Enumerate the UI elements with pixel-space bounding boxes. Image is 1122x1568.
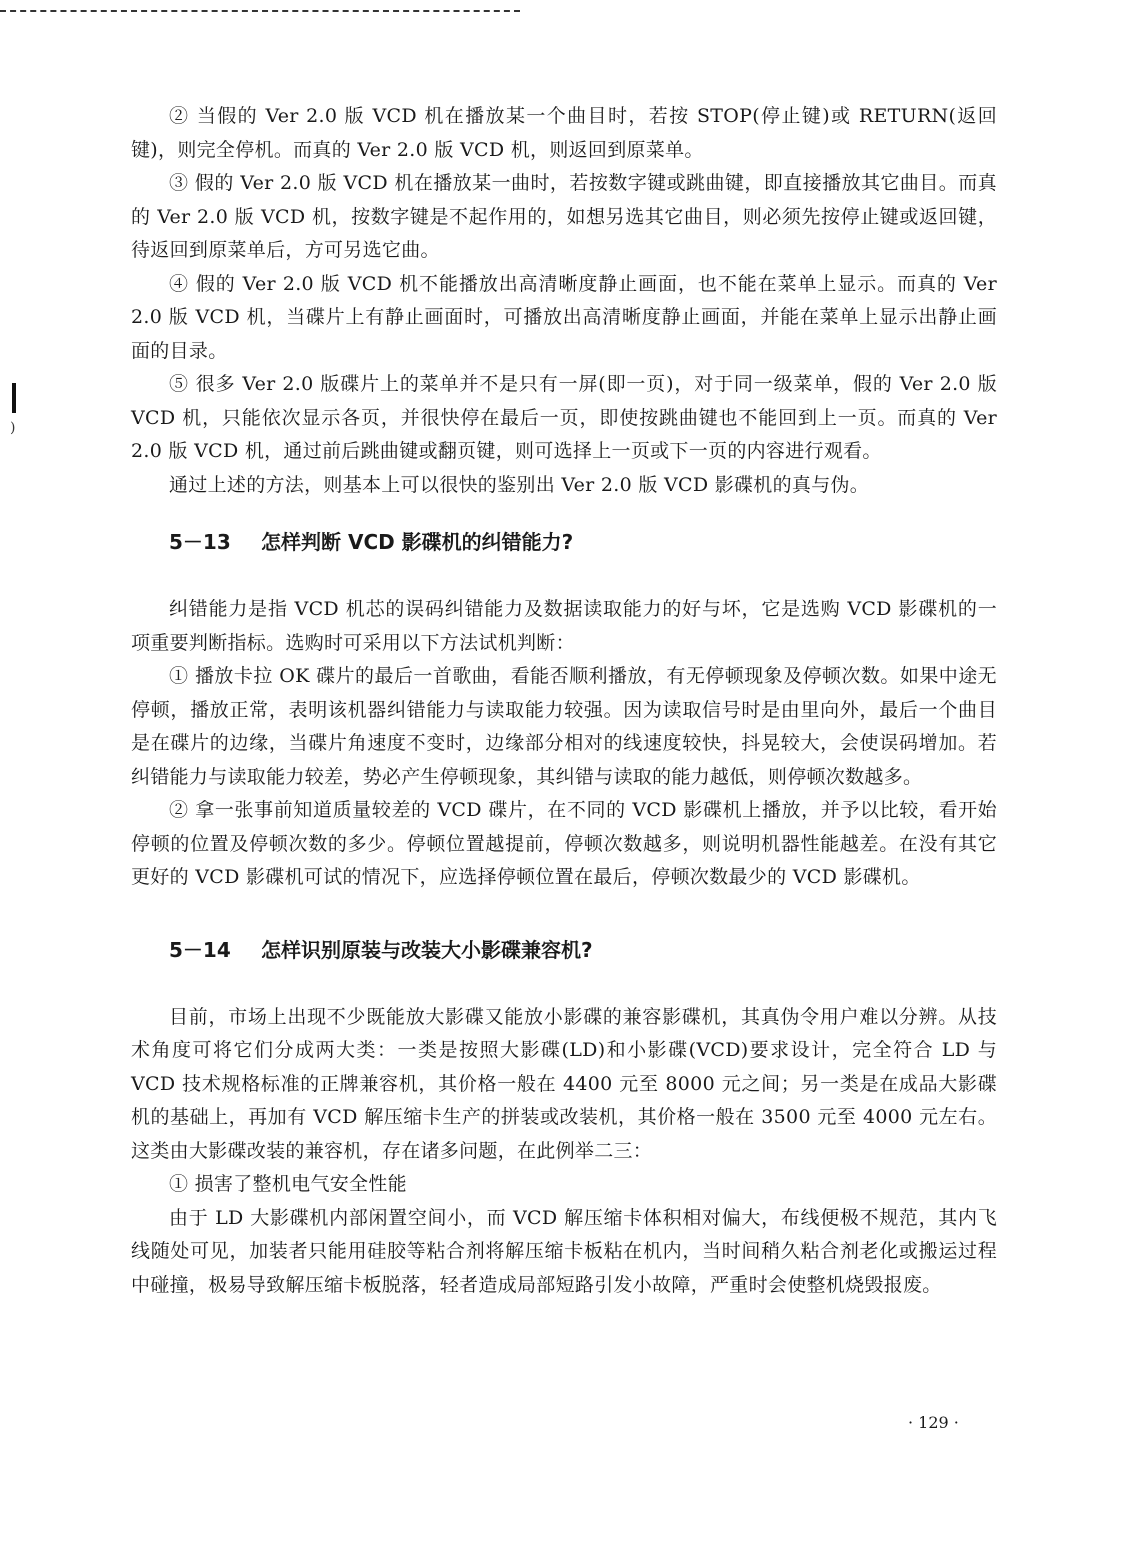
section-title: 怎样判断 VCD 影碟机的纠错能力? <box>261 530 574 554</box>
paragraph: 由于 LD 大影碟机内部闲置空间小，而 VCD 解压缩卡体积相对偏大，布线便极不规范，其内飞线随处可见，加装者只能用硅胶等粘合剂将解压缩卡板粘在机内，当时间稍久粘合剂老化或搬运过程中碰撞，极易导致解压缩卡板脱落，轻者造成局部短路引发小故障，严重时会使整机烧毁报废。 <box>131 1206 997 1296</box>
scan-margin-mark <box>12 383 16 413</box>
paragraph: ① 播放卡拉 OK 碟片的最后一首歌曲，看能否顺利播放，有无停顿现象及停顿次数。如果中途无停顿，播放正常，表明该机器纠错能力与读取能力较强。因为读取信号时是由里向外，最后一个曲目是在碟片的边缘，当碟片角速度不变时，边缘部分相对的线速度较快，抖晃较大，会使误码增加。若纠错能力与读取能力较差，势必产生停顿现象，其纠错与读取的能力越低，则停顿次数越多。 <box>131 665 997 788</box>
section-number: 5－14 <box>169 937 231 962</box>
paragraph: ② 拿一张事前知道质量较差的 VCD 碟片，在不同的 VCD 影碟机上播放，并予以比较，看开始停顿的位置及停顿次数的多少。停顿位置越提前，停顿次数越多，则说明机器性能越差。在没有其它更好的 VCD 影碟机可试的情况下，应选择停顿位置在最后，停顿次数最少的 VCD 影碟机。 <box>131 799 997 888</box>
page-number: · 129 · <box>908 1413 959 1432</box>
list-item-title: ① 损害了整机电气安全性能 <box>169 1173 407 1195</box>
page-body <box>131 100 997 1302</box>
scan-margin-glyph: ) <box>10 420 16 436</box>
paragraph: ⑤ 很多 Ver 2.0 版碟片上的菜单并不是只有一屏(即一页)，对于同一级菜单，假的 Ver 2.0 版 VCD 机，只能依次显示各页，并很快停在最后一页，即使按跳曲键也不能回到上一页。而真的 Ver 2.0 版 VCD 机，通过前后跳曲键或翻页键，则可选择上一页或下一页的内容进行观看。 <box>131 373 997 462</box>
paragraph: 通过上述的方法，则基本上可以很快的鉴别出 Ver 2.0 版 VCD 影碟机的真与伪。 <box>169 473 870 496</box>
section-title: 怎样识别原装与改装大小影碟兼容机? <box>261 937 593 962</box>
section-heading-5-14 <box>131 935 997 965</box>
paragraph: 目前，市场上出现不少既能放大影碟又能放小影碟的兼容影碟机，其真伪令用户难以分辨。从技术角度可将它们分成两大类：一类是按照大影碟(LD)和小影碟(VCD)要求设计，完全符合 LD 与 VCD 技术规格标准的正牌兼容机，其价格一般在 4400 元至 8000 元之间；另一类是在成品大影碟机的基础上，再加有 VCD 解压缩卡生产的拼装或改装机，其价格一般在 3500 元至 4000 元左右。这类由大影碟改装的兼容机，存在诸多问题，在此例举二三： <box>131 1005 997 1162</box>
paragraph: ② 当假的 Ver 2.0 版 VCD 机在播放某一个曲目时，若按 STOP(停止键)或 RETURN(返回键)，则完全停机。而真的 Ver 2.0 版 VCD 机，则返回到原菜单。 <box>131 105 997 161</box>
section-heading-5-13 <box>131 527 997 557</box>
paragraph: 纠错能力是指 VCD 机芯的误码纠错能力及数据读取能力的好与坏，它是选购 VCD 影碟机的一项重要判断指标。选购时可采用以下方法试机判断： <box>131 598 997 654</box>
paragraph: ③ 假的 Ver 2.0 版 VCD 机在播放某一曲时，若按数字键或跳曲键，即直接播放其它曲目。而真的 Ver 2.0 版 VCD 机，按数字键是不起作用的，如想另选其它曲目，则必须先按停止键或返回键，待返回到原菜单后，方可另选它曲。 <box>131 172 997 261</box>
paragraph: ④ 假的 Ver 2.0 版 VCD 机不能播放出高清晰度静止画面，也不能在菜单上显示。而真的 Ver 2.0 版 VCD 机，当碟片上有静止画面时，可播放出高清晰度静止画面，并能在菜单上显示出静止画面的目录。 <box>131 272 997 362</box>
section-5-14-body <box>131 1001 997 1303</box>
section-number: 5－13 <box>169 530 231 554</box>
top-section <box>131 100 997 502</box>
scan-top-dashed-rule <box>0 10 520 12</box>
section-5-13-body <box>131 593 997 895</box>
